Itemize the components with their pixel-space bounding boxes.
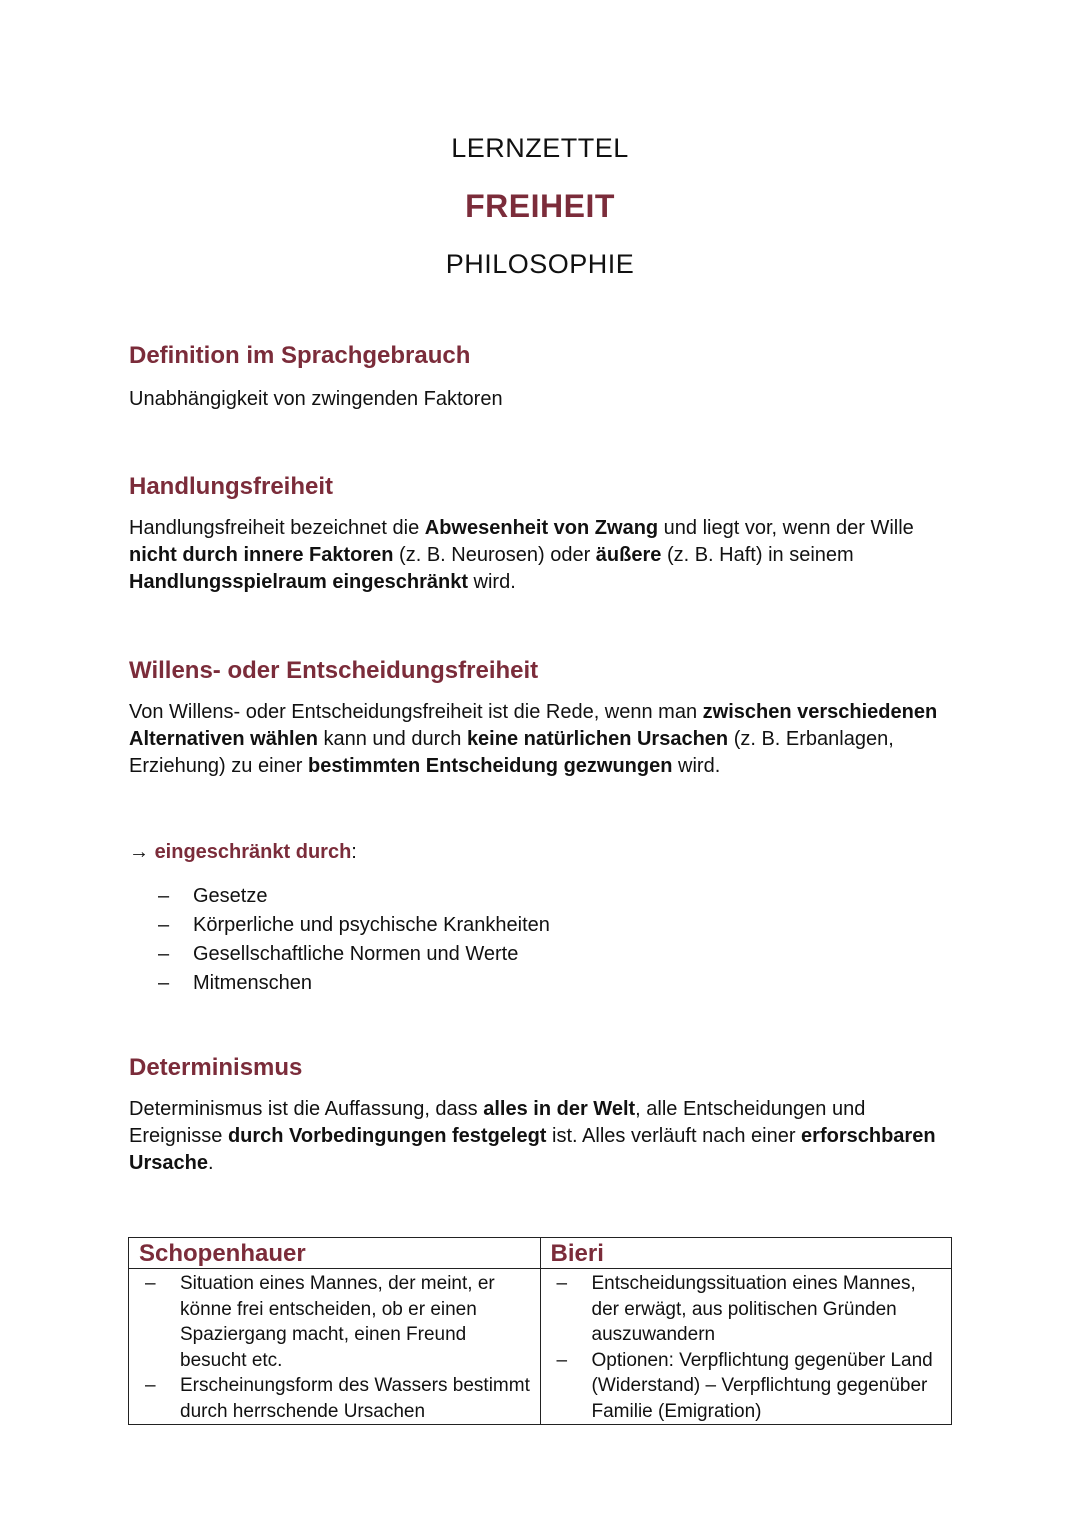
list-item: – Optionen: Verpflichtung gegenüber Land (Widerstand) – Verpflichtung gegenüber Familie (Emigration) [557, 1348, 944, 1425]
willensfreiheit-text: Von Willens- oder Entscheidungsfreiheit ist die Rede, wenn man zwischen verschiedenen Alternativen wählen kann und durch keine natürlichen Ursachen (z. B. Erbanlagen, Erziehung) zu einer bestimmten Entscheidung gezwungen wird. [129, 701, 938, 777]
heading-willensfreiheit: Willens- oder Entscheidungsfreiheit [129, 657, 539, 684]
list-item: – Entscheidungssituation eines Mannes, der erwägt, aus politischen Gründen auszuwandern [557, 1271, 944, 1348]
list-item: – Erscheinungsform des Wassers bestimmt durch herrschende Ursachen [145, 1373, 532, 1424]
title-freiheit: FREIHEIT [465, 188, 615, 224]
heading-definition: Definition im Sprachgebrauch [129, 342, 471, 369]
section-determinismus [129, 1052, 959, 1177]
table-cell [540, 1269, 952, 1425]
determinismus-text: Determinismus ist die Auffassung, dass alles in der Welt, alle Entscheidungen und Ereignisse durch Vorbedingungen festgelegt ist. Alles verläuft nach einer erforschbaren Ursache. [129, 1098, 936, 1174]
arrow-right-icon: → [129, 841, 149, 863]
heading-determinismus: Determinismus [129, 1054, 303, 1081]
handlungsfreiheit-text: Handlungsfreiheit bezeichnet die Abwesenheit von Zwang und liegt vor, wenn der Wille nicht durch innere Faktoren (z. B. Neurosen) oder äußere (z. B. Haft) in seinem Handlungsspielraum eingeschränkt wird. [129, 517, 914, 593]
section-definition [129, 340, 959, 413]
list-item: – Gesellschaftliche Normen und Werte [158, 940, 550, 969]
table-header-cell [129, 1238, 541, 1269]
section-handlungsfreiheit [129, 471, 959, 596]
document-title-block [0, 128, 1080, 284]
list-item: – Körperliche und psychische Krankheiten [158, 911, 550, 940]
table-row [129, 1269, 952, 1425]
constraints-heading: eingeschränkt durch [154, 841, 352, 863]
definition-text: Unabhängigkeit von zwingenden Faktoren [129, 388, 503, 410]
list-item: – Situation eines Mannes, der meint, er könne frei entscheiden, ob er einen Spaziergang macht, einen Freund besucht etc. [145, 1271, 532, 1373]
heading-handlungsfreiheit: Handlungsfreiheit [129, 473, 334, 500]
list-item: – Gesetze [158, 882, 550, 911]
constraints-list [158, 882, 550, 998]
title-philosophie: PHILOSOPHIE [445, 249, 635, 279]
heading-bieri: Bieri [550, 1240, 604, 1267]
section-willensfreiheit [129, 655, 959, 780]
constraints-label: → eingeschränkt durch: [129, 841, 357, 863]
heading-schopenhauer: Schopenhauer [139, 1240, 306, 1267]
table-header-cell [540, 1238, 952, 1269]
table-row [129, 1238, 952, 1269]
title-lernzettel: LERNZETTEL [451, 133, 629, 163]
comparison-table [128, 1237, 952, 1425]
table-cell [129, 1269, 541, 1425]
bieri-list [541, 1269, 952, 1424]
schopenhauer-list [129, 1269, 540, 1424]
list-item: – Mitmenschen [158, 969, 550, 998]
